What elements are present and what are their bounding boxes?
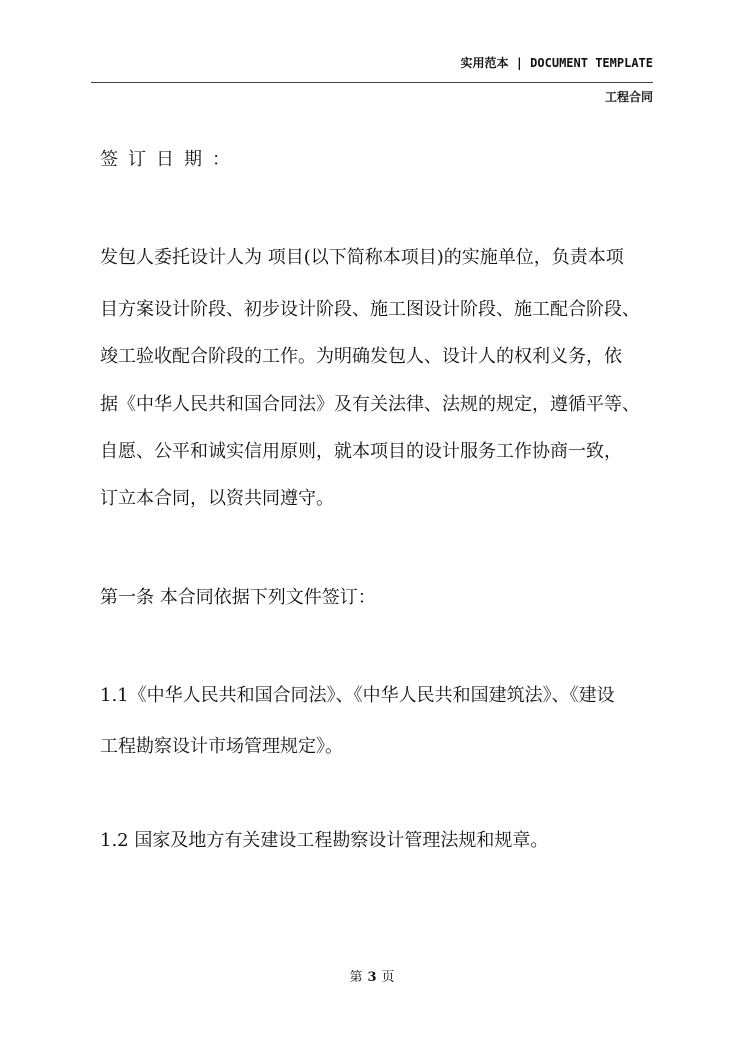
clause-1-2: 1.2 国家及地方有关建设工程勘察设计管理法规和规章。 <box>100 830 549 851</box>
article-heading: 第一条 本合同依据下列文件签订： <box>100 587 376 608</box>
paragraph-line: 自愿、公平和诚实信用原则，就本项目的设计服务工作协商一致， <box>100 441 622 462</box>
paragraph-line: 竣工验收配合阶段的工作。为明确发包人、设计人的权利义务，依 <box>100 346 622 367</box>
clause-line: 1.1《中华人民共和国合同法》、《中华人民共和国建筑法》、《建设 <box>100 685 615 706</box>
clause-line: 工程勘察设计市场管理规定》。 <box>100 736 343 757</box>
paragraph-line: 发包人委托设计人为 项目(以下简称本项目)的实施单位，负责本项 <box>100 247 624 268</box>
page-footer <box>0 966 744 985</box>
paragraph-line: 订立本合同，以资共同遵守。 <box>100 488 334 509</box>
header-category: 工程合同 <box>604 90 653 104</box>
paragraph-line: 目方案设计阶段、初步设计阶段、施工图设计阶段、施工配合阶段、 <box>100 299 640 320</box>
page-suffix: 页 <box>381 970 395 985</box>
header-divider <box>91 82 653 83</box>
paragraph-line: 据《中华人民共和国合同法》及有关法律、法规的规定，遵循平等、 <box>100 394 640 415</box>
page-number: 3 <box>367 970 377 985</box>
page-prefix: 第 <box>349 970 363 985</box>
header-title: 实用范本 | DOCUMENT TEMPLATE <box>460 56 653 70</box>
sign-date-label: 签订日期： <box>100 149 240 170</box>
